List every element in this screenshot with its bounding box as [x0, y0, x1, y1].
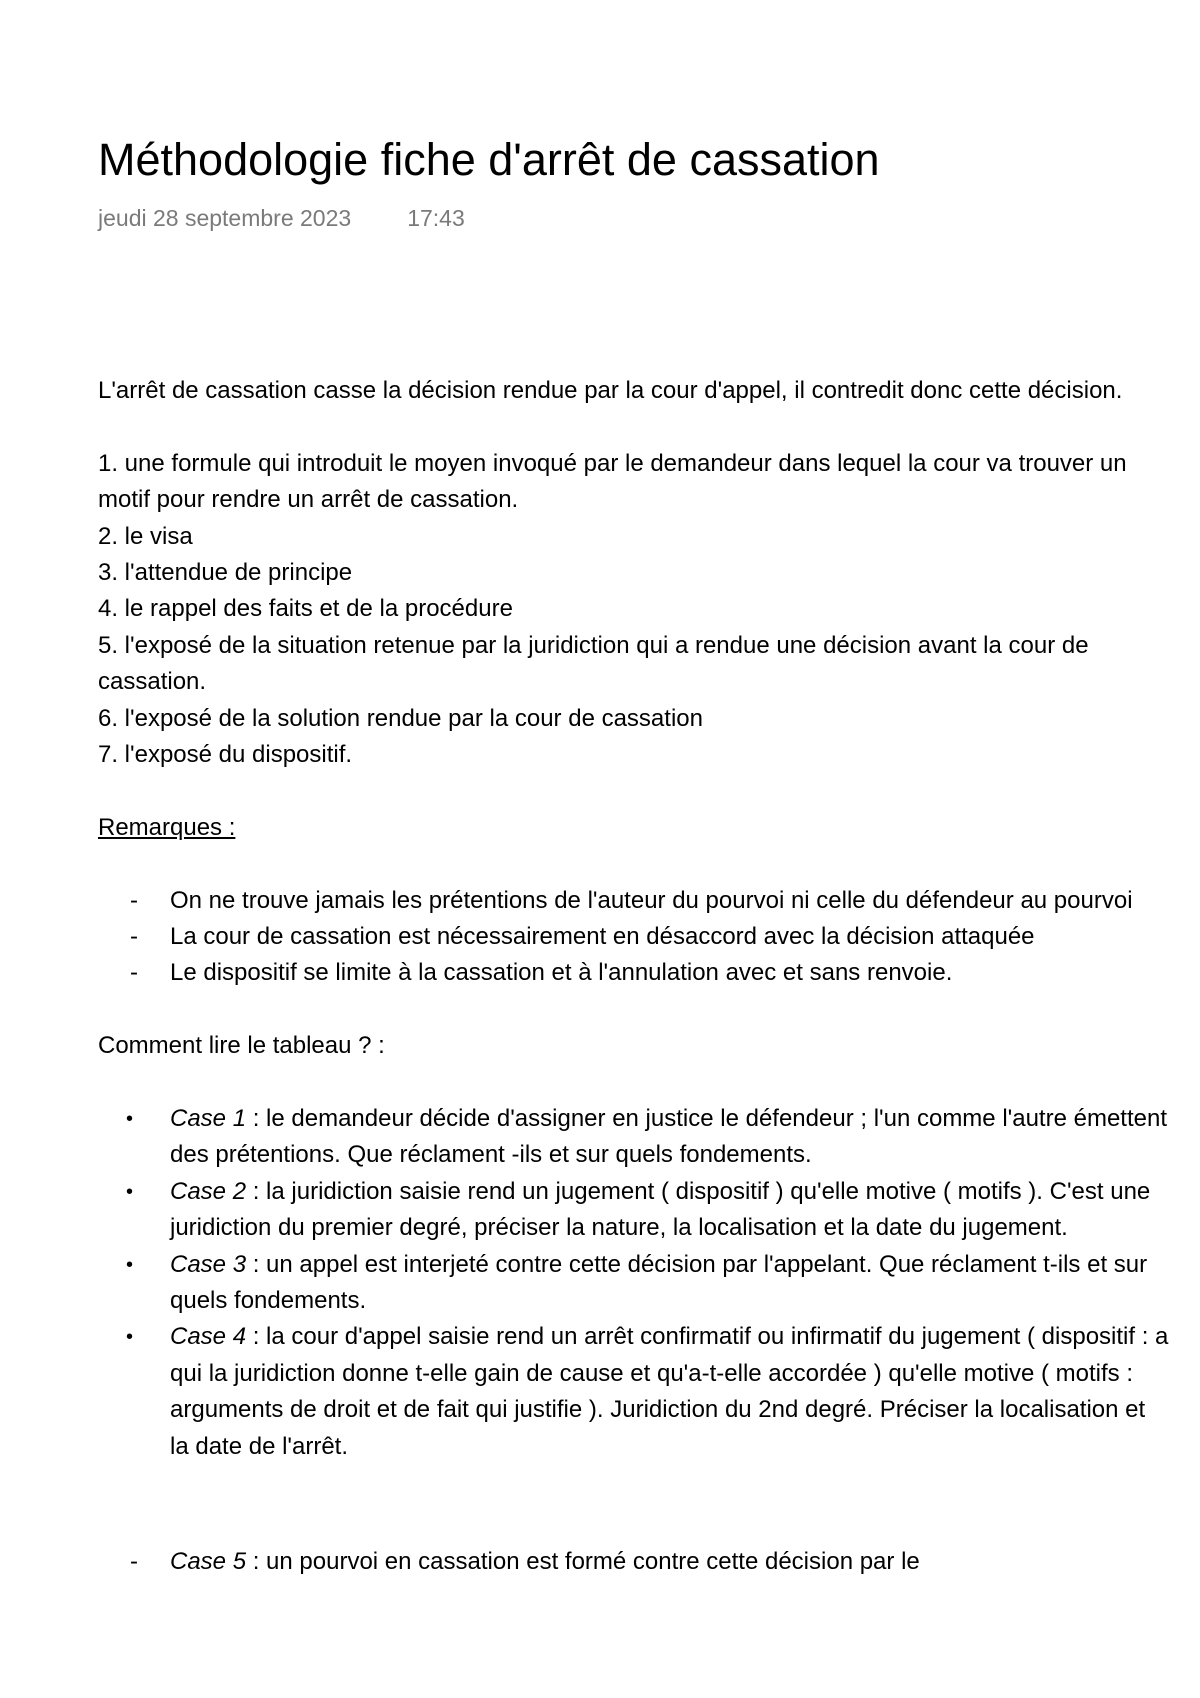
case-text: : un appel est interjeté contre cette décision par l'appelant. Que réclament t-ils et sur quels fondements.	[170, 1250, 1148, 1315]
case-label: Case 5	[170, 1548, 247, 1575]
remarks-heading: Remarques :	[98, 813, 236, 841]
case-item	[98, 1101, 1170, 1174]
spacer	[98, 409, 1158, 445]
spacer	[98, 846, 1158, 882]
note-body	[98, 373, 1169, 1465]
case-label: Case 1	[170, 1105, 247, 1133]
bullet-marker: •	[126, 1253, 134, 1276]
case-item	[98, 1319, 1170, 1465]
note-timestamp	[98, 205, 465, 232]
step-item: 3. l'attendue de principe	[98, 559, 353, 587]
step-item: 5. l'exposé de la situation retenue par la juridiction qui a rendue une décision avant la cour de cassation.	[98, 631, 1089, 696]
bullet-marker: •	[126, 1180, 134, 1203]
case-text: : la juridiction saisie rend un jugement ( dispositif ) qu'elle motive ( motifs ). C'est une juridiction du premier degré, préciser la nature, la localisation et la date du jugement.	[170, 1177, 1151, 1242]
case-text: : la cour d'appel saisie rend un arrêt confirmatif ou infirmatif du jugement ( dispositif : a qui la juridiction donne t-elle gain de cause et qu'a-t-elle accordée ) qu'elle motive ( motifs : arguments de droit et de fait qui justifie ). Juridiction du 2nd degré. Préciser la localisation et la date de l'arrêt.	[170, 1323, 1169, 1460]
note-date: jeudi 28 septembre 2023	[98, 205, 352, 231]
bullet-marker: •	[126, 1326, 134, 1349]
bullet-marker: •	[126, 1108, 134, 1131]
table-guide-list	[98, 1101, 1169, 1465]
remark-item	[98, 955, 1170, 991]
step-item: 2. le visa	[98, 522, 193, 550]
note-time: 17:43	[407, 205, 465, 231]
dash-marker: -	[130, 1548, 138, 1575]
case-text: : le demandeur décide d'assigner en justice le défendeur ; l'un comme l'autre émettent des prétentions. Que réclament -ils et sur quels fondements.	[170, 1105, 1167, 1169]
case-label: Case 4	[170, 1323, 247, 1351]
table-guide-heading: Comment lire le tableau ? :	[98, 1032, 385, 1060]
remarks-list	[98, 883, 1158, 992]
remark-item	[98, 883, 1170, 919]
step-item: 7. l'exposé du dispositif.	[98, 741, 353, 769]
spacer	[98, 773, 1158, 809]
spacer	[98, 1065, 1158, 1101]
dash-marker: -	[130, 923, 138, 951]
case-label: Case 2	[170, 1177, 247, 1205]
steps-list	[98, 446, 1158, 774]
spacer	[98, 992, 1158, 1028]
remark-item	[98, 919, 1170, 955]
case-item	[98, 1174, 1170, 1247]
step-item: 4. le rappel des faits et de la procédure	[98, 595, 513, 623]
step-item: 1. une formule qui introduit le moyen invoqué par le demandeur dans lequel la cour va trouver un motif pour rendre un arrêt de cassation.	[98, 449, 1127, 514]
page-title: Méthodologie fiche d'arrêt de cassation	[98, 134, 880, 185]
dash-marker: -	[130, 959, 138, 987]
page-cut-line	[98, 1548, 1158, 1580]
case-item	[98, 1247, 1170, 1320]
remark-text: On ne trouve jamais les prétentions de l'auteur du pourvoi ni celle du défendeur au pourvoi	[170, 886, 1133, 914]
dash-marker: -	[130, 886, 138, 914]
intro-paragraph: L'arrêt de cassation casse la décision rendue par la cour d'appel, il contredit donc cette décision.	[98, 377, 1123, 404]
step-item: 6. l'exposé de la solution rendue par la cour de cassation	[98, 704, 703, 732]
case-item-cut	[98, 1544, 1158, 1580]
case-label: Case 3	[170, 1250, 247, 1278]
case-text: : un pourvoi en cassation est formé contre cette décision par le	[246, 1548, 920, 1575]
remark-text: La cour de cassation est nécessairement en désaccord avec la décision attaquée	[170, 923, 1035, 951]
remark-text: Le dispositif se limite à la cassation et à l'annulation avec et sans renvoie.	[170, 959, 953, 987]
